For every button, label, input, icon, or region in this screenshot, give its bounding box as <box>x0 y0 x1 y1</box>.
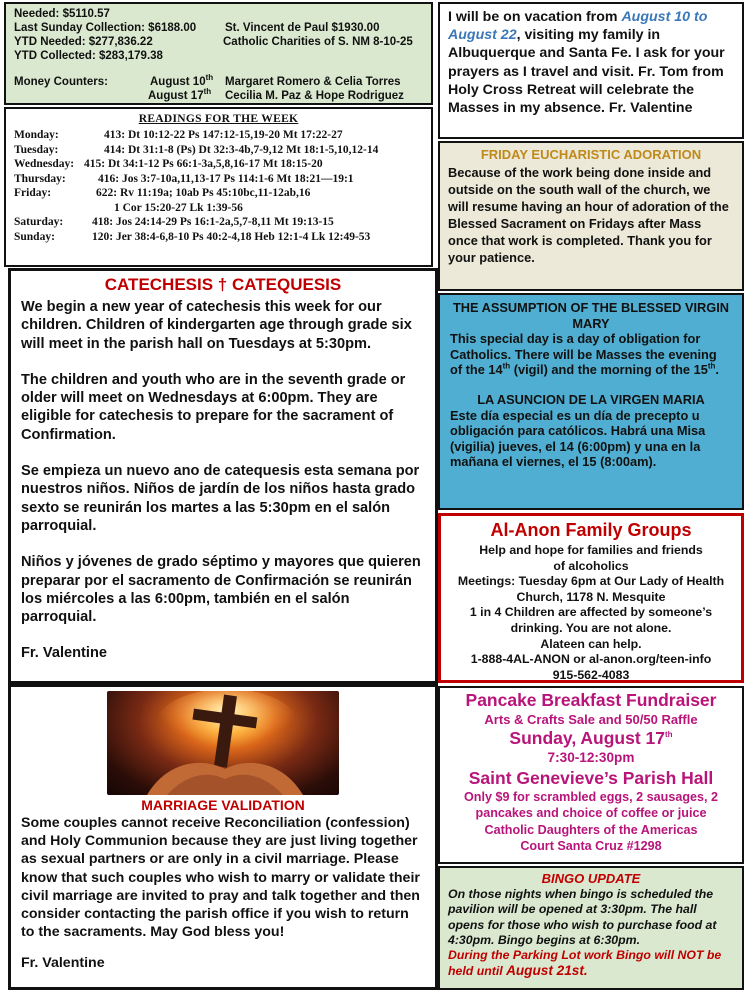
adoration-title: FRIDAY EUCHARISTIC ADORATION <box>480 147 702 162</box>
catechesis-paragraph: Se empieza un nuevo ano de catequesis esta semana por nuestros niños. Niños de jardín de los niños hasta grado sexto se reunirán los martes a las 5:30pm en el salón parroquial. <box>21 463 420 534</box>
alanon-line: 1 in 4 Children are affected by someone’s drinking. You are not alone. <box>469 605 713 635</box>
finance-box <box>4 2 433 105</box>
vacation-text: , visiting my family in Albuquerque and Santa Fe. I ask for your prayers as I travel and visit. Fr. Tom from Holy Cross Retreat will celebrate the Masses in my absence. Fr. Valentine <box>448 27 725 117</box>
adoration-box <box>438 141 744 291</box>
bingo-box <box>438 866 744 990</box>
reading-row: Wednesday: 415: Dt 34:1-12 Ps 66:1-3a,5,8,16-17 Mt 18:15-20 <box>14 158 323 170</box>
marriage-box <box>8 684 438 990</box>
cross-icon <box>107 691 339 795</box>
reading-row: Saturday: 418: Jos 24:14-29 Ps 16:1-2a,5,7-8,11 Mt 19:13-15 <box>14 216 334 228</box>
alanon-line: Help and hope for families and friends of alcoholics <box>479 543 703 573</box>
vacation-text: I will be on vacation from <box>448 9 622 25</box>
money-counters-label: Money Counters: <box>14 76 108 88</box>
pancake-date: Sunday, August 17th <box>509 728 673 748</box>
vacation-to: to <box>693 9 708 25</box>
alanon-phone: 915-562-4083 <box>552 667 630 682</box>
vacation-box <box>438 2 744 139</box>
catechesis-box <box>8 268 438 684</box>
counter-date: August 10th <box>150 73 214 88</box>
pancake-details: Only $9 for scrambled eggs, 2 sausages, 2 pancakes and choice of coffee or juice <box>463 790 719 821</box>
reading-row-continued: 1 Cor 15:20-27 Lk 1:39-56 <box>114 201 243 214</box>
readings-box <box>4 107 433 267</box>
vacation-end-date: August 22 <box>448 27 517 44</box>
alanon-title: Al-Anon Family Groups <box>490 520 692 540</box>
counter-date: August 17th <box>148 87 212 102</box>
pancake-time: 7:30-12:30pm <box>547 750 635 765</box>
assumption-body-es: Este día especial es un día de precepto u obligación para católicos. Habrá una Misa (vigilia) jueves, el 14 (6:00pm) y una en la mañana el viernes, el 15 (8:00am). <box>450 407 706 470</box>
readings-title: READINGS FOR THE WEEK <box>138 113 299 125</box>
pancake-subtitle: Arts & Crafts Sale and 50/50 Raffle <box>484 712 698 727</box>
cross-hands-image <box>107 691 339 795</box>
adoration-body: Because of the work being done inside and outside on the south wall of the church, we will resume having an hour of adoration of the Blessed Sacrament on Fridays after Mass once that work is completed. Thank you for your patience. <box>448 165 729 265</box>
reading-row: Tuesday: 414: Dt 31:1-8 (Ps) Dt 32:3-4b,7-9,12 Mt 18:1-5,10,12-14 <box>14 143 379 156</box>
pancake-place: Saint Genevieve’s Parish Hall <box>468 768 714 788</box>
catechesis-paragraph: The children and youth who are in the seventh grade or older will meet on Wednesdays at 6:00pm. They are eligible for catechesis to prepare for the sacrament of Confirmation. <box>21 371 406 443</box>
pancake-host: Court Santa Cruz #1298 <box>520 838 662 853</box>
reading-row: Friday: 622: Rv 11:19a; 10ab Ps 45:10bc,11-12ab,16 <box>14 187 311 199</box>
reading-row: Thursday: 416: Jos 3:7-10a,11,13-17 Ps 114:1-6 Mt 18:21—19:1 <box>14 172 354 185</box>
alanon-contact[interactable]: 1-888-4AL-ANON or al-anon.org/teen-info <box>470 652 712 667</box>
assumption-box <box>438 293 744 510</box>
counter-names: Cecilia M. Paz & Hope Rodriguez <box>225 90 404 102</box>
reading-row: Monday: 413: Dt 10:12-22 Ps 147:12-15,19-20 Mt 17:22-27 <box>14 129 343 141</box>
counter-names: Margaret Romero & Celia Torres <box>225 76 401 88</box>
catholic-charities: Catholic Charities of S. NM 8-10-25 <box>223 36 413 48</box>
vacation-start-date: August 10 <box>621 9 691 25</box>
st-vincent-amount: St. Vincent de Paul $1930.00 <box>225 22 380 34</box>
ytd-collected: YTD Collected: $283,179.38 <box>14 50 163 62</box>
alanon-meetings: Meetings: Tuesday 6pm at Our Lady of Health Church, 1178 N. Mesquite <box>457 574 725 604</box>
pancake-title: Pancake Breakfast Fundraiser <box>465 690 717 710</box>
reading-row: Sunday: 120: Jer 38:4-6,8-10 Ps 40:2-4,18 Heb 12:1-4 Lk 12:49-53 <box>14 230 371 243</box>
assumption-title-es: LA ASUNCION DE LA VIRGEN MARIA <box>477 391 705 407</box>
last-sunday-collection: Last Sunday Collection: $6188.00 <box>14 22 197 34</box>
needed-amount: Needed: $5110.57 <box>14 8 110 20</box>
marriage-title: MARRIAGE VALIDATION <box>141 797 305 813</box>
assumption-title: THE ASSUMPTION OF THE BLESSED VIRGIN MARY <box>452 300 730 331</box>
alanon-box <box>438 513 744 683</box>
bingo-title: BINGO UPDATE <box>541 871 641 886</box>
bingo-body: On those nights when bingo is scheduled the pavilion will be opened at 3:30pm. The hall opens for those who wish to purchase food at 4:30pm. Bingo begins at 6:30pm. <box>448 887 717 947</box>
ytd-needed: YTD Needed: $277,836.22 <box>14 36 153 48</box>
catechesis-title: CATECHESIS † CATEQUESIS <box>104 275 342 294</box>
bingo-notice: During the Parking Lot work Bingo will NOT be held until August 21st. <box>448 948 722 979</box>
pancake-host: Catholic Daughters of the Americas <box>484 822 698 837</box>
catechesis-paragraph: We begin a new year of catechesis this week for our children. Children of kindergarten age through grade six will meet in the parish hall on Tuesdays at 5:30pm. <box>21 299 412 352</box>
marriage-signature: Fr. Valentine <box>21 955 105 972</box>
catechesis-paragraph: Niños y jóvenes de grado séptimo y mayores que quieren preparar por el sacramento de Confirmación se reunirán los miércoles a las 6:00pm, también en el salón parroquial. <box>21 554 421 626</box>
assumption-body-en: This special day is a day of obligation for Catholics. There will be Masses the evening of the 14th (vigil) and the morning of the 15th. <box>450 331 719 378</box>
pancake-box <box>438 686 744 864</box>
catechesis-signature: Fr. Valentine <box>21 645 107 662</box>
alanon-line: Alateen can help. <box>540 636 642 651</box>
marriage-body: Some couples cannot receive Reconciliation (confession) and Holy Communion because they are just living together as sexual partners or are only in a civil marriage. Please know that such couples who wish to marry or validate their civil marriage are invited to pray and talk together and then consider contacting the parish office if you wish to return to the sacraments. May God bless you! <box>21 815 420 941</box>
